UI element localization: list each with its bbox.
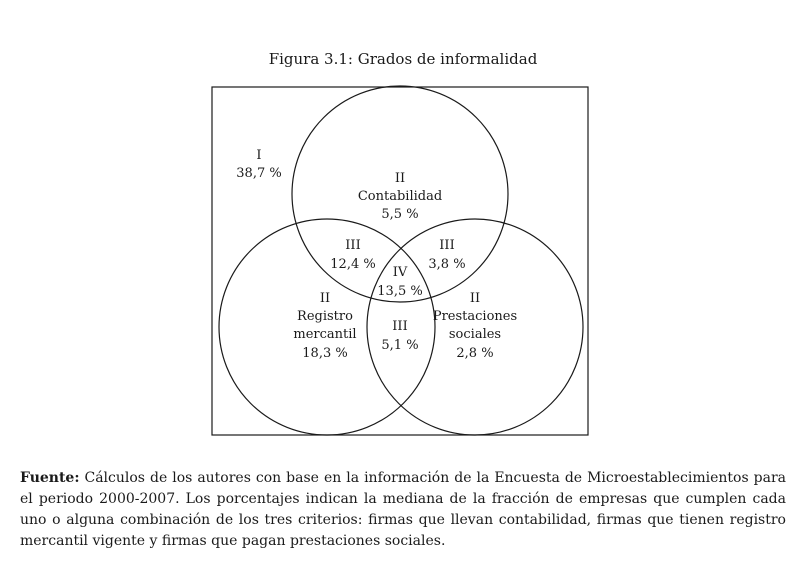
caption-lead: Fuente: [20,470,80,486]
region-prestaciones-level: II [469,291,481,306]
region-prestaciones-name-line1: Prestaciones [432,309,518,324]
region-contab-registro-level: III [345,238,361,253]
figure-title: Figura 3.1: Grados de informalidad [268,50,538,68]
region-registro-value: 18,3 % [302,346,348,361]
figure-caption [20,468,786,552]
region-outside-level: I [256,148,262,163]
region-contab-prestaciones-value: 3,8 % [428,257,466,272]
region-registro-level: II [319,291,331,306]
region-outside-value: 38,7 % [236,166,282,181]
region-contabilidad-level: II [394,171,406,186]
region-prestaciones-name-line2: sociales [448,327,502,342]
region-contabilidad-value: 5,5 % [381,207,419,222]
region-all-three-level: IV [392,265,408,280]
region-contabilidad-name: Contabilidad [357,189,443,204]
region-registro-prestaciones-level: III [392,319,408,334]
region-registro-prestaciones-value: 5,1 % [381,338,419,353]
venn-frame [212,87,588,435]
region-contab-prestaciones-level: III [439,238,455,253]
region-contab-registro-value: 12,4 % [330,257,376,272]
region-prestaciones-value: 2,8 % [456,346,494,361]
region-registro-name-line1: Registro [297,309,353,324]
caption-text: Cálculos de los autores con base en la información de la Encuesta de Microestablecimientos para el periodo 2000-2007. Los porcentajes indican la mediana de la fracción de empresas que cumplen cada uno o alguna combinación de los tres criterios: firmas que llevan contabilidad, firmas que tienen registro mercantil vigente y firmas que pagan prestaciones sociales. [20,470,786,549]
region-all-three-value: 13,5 % [377,284,423,299]
region-registro-name-line2: mercantil [293,327,357,342]
